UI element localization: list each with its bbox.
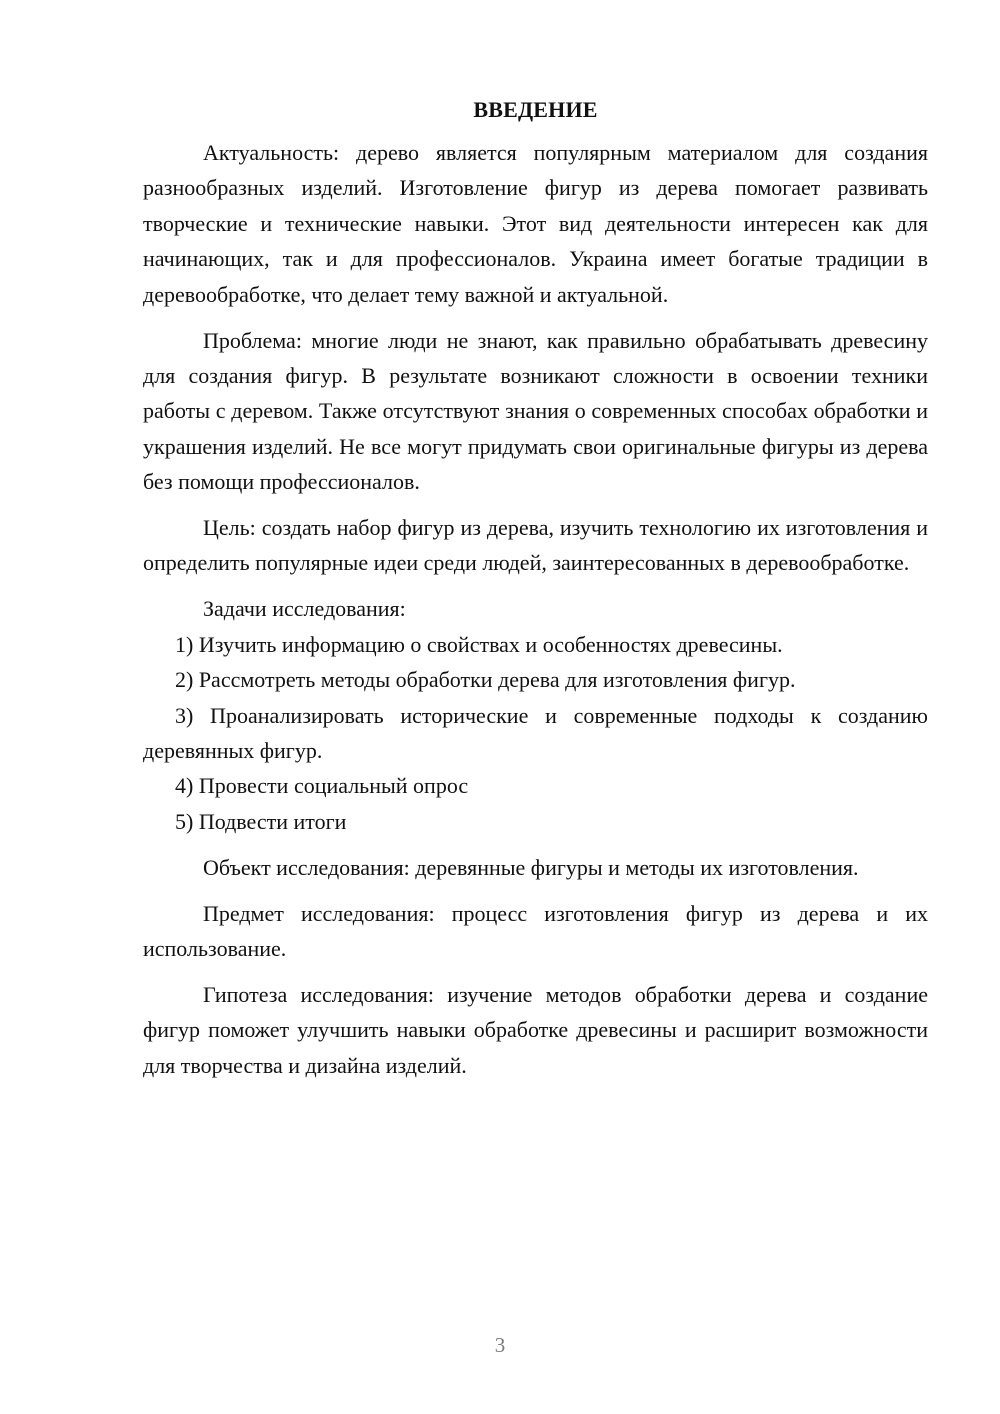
page-title: ВВЕДЕНИЕ	[473, 97, 598, 122]
paragraph-hypothesis: Гипотеза исследования: изучение методов обработки дерева и создание фигур поможет улучшить навыки обработке древесины и расширит возможности для творчества и дизайна изделий.	[143, 981, 928, 1078]
list-item: 2) Рассмотреть методы обработки дерева для изготовления фигур.	[175, 667, 796, 693]
paragraph-goal: Цель: создать набор фигур из дерева, изучить технологию их изготовления и определить популярные идеи среди людей, заинтересованных в деревообработке.	[143, 515, 928, 576]
list-item: 4) Провести социальный опрос	[175, 773, 469, 799]
paragraph-relevance: Актуальность: дерево является популярным материалом для создания разнообразных изделий. Изготовление фигур из дерева помогает развивать творческие и технические навыки. Этот вид деятельности интересен как для начинающих, так и для профессионалов. Украина имеет богатые традиции в деревообработке, что делает тему важной и актуальной.	[143, 140, 928, 307]
paragraph-problem: Проблема: многие люди не знают, как правильно обрабатывать древесину для создания фигур. В результате возникают сложности в освоении техники работы с деревом. Также отсутствуют знания о современных способах обработки и украшения изделий. Не все могут придумать свои оригинальные фигуры из дерева без помощи профессионалов.	[143, 327, 928, 495]
tasks-heading: Задачи исследования:	[203, 596, 406, 622]
paragraph-subject: Предмет исследования: процесс изготовления фигур из дерева и их использование.	[143, 900, 928, 962]
list-item: 3) Проанализировать исторические и современные подходы к созданию деревянных фигур.	[143, 702, 928, 763]
list-item: 1) Изучить информацию о свойствах и особенностях древесины.	[175, 631, 783, 657]
document-page	[143, 92, 928, 1083]
page-number: 3	[494, 1333, 506, 1357]
tasks-list	[143, 627, 928, 839]
list-item: 5) Подвести итоги	[175, 808, 347, 834]
paragraph-object: Объект исследования: деревянные фигуры и методы их изготовления.	[203, 854, 859, 880]
